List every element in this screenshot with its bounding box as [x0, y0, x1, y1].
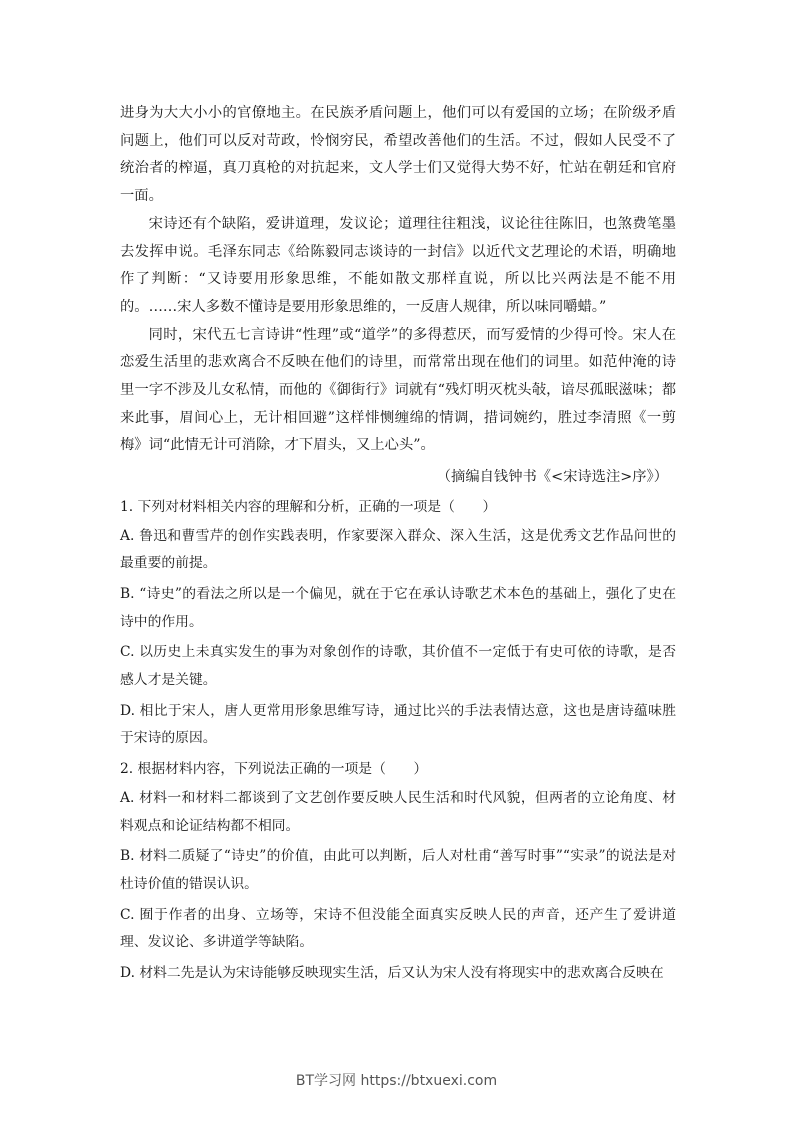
option-b: B. “诗史”的看法之所以是一个偏见，就在于它在承认诗歌艺术本色的基础上，强化了史在诗中的作用。 — [120, 585, 676, 630]
option-d: D. 相比于宋人，唐人更常用形象思维写诗，通过比兴的手法表情达意，这也是唐诗蕴味胜于宋诗的原因。 — [120, 702, 676, 747]
question-1 — [120, 494, 676, 753]
passage-paragraph-2: 宋诗还有个缺陷，爱讲道理，发议论；道理往往粗浅，议论往往陈旧，也煞费笔墨去发挥申说。毛泽东同志《给陈毅同志谈诗的一封信》以近代文艺理论的术语，明确地作了判断：“又诗要用形象思维，不能如散文那样直说，所以比兴两法是不能不用的。……宋人多数不懂诗是要用形象思维的，一反唐人规律，所以味同嚼蜡。” — [120, 215, 676, 315]
document-body — [120, 100, 676, 991]
question-stem: 2. 根据材料内容，下列说法正确的一项是（ ） — [120, 761, 428, 778]
question-2 — [120, 756, 676, 988]
option-b: B. 材料二质疑了“诗史”的价值，由此可以判断，后人对杜甫“善写时事”“实录”的说法是对杜诗价值的错误认识。 — [120, 848, 676, 892]
option-a: A. 鲁迅和曹雪芹的创作实践表明，作家要深入群众、深入生活，这是优秀文艺作品问世的最重要的前提。 — [120, 527, 676, 572]
option-a: A. 材料一和材料二都谈到了文艺创作要反映人民生活和时代风貌，但两者的立论角度、材料观点和论证结构都不相同。 — [120, 789, 676, 834]
site-footer: BT学习网 https://btxuexi.com — [295, 1073, 498, 1089]
option-c: C. 囿于作者的出身、立场等，宋诗不但没能全面真实反映人民的声音，还产生了爱讲道理、发议论、多讲道学等缺陷。 — [120, 906, 676, 951]
passage-paragraph-1: 进身为大大小小的官僚地主。在民族矛盾问题上，他们可以有爱国的立场；在阶级矛盾问题上，他们可以反对苛政，怜悯穷民，希望改善他们的生活。不过，假如人民受不了统治者的榨逼，真刀真枪的对抗起来，文人学士们又觉得大势不好，忙站在朝廷和官府一面。 — [120, 105, 676, 205]
passage-source: （摘编自钱钟书《<宋诗选注>序》） — [436, 469, 668, 486]
option-d: D. 材料二先是认为宋诗能够反映现实生活，后又认为宋人没有将现实中的悲欢离合反映在 — [120, 965, 664, 982]
question-stem: 1. 下列对材料相关内容的理解和分析，正确的一项是（ ） — [120, 498, 497, 515]
option-c: C. 以历史上未真实发生的事为对象创作的诗歌，其价值不一定低于有史可依的诗歌，是否感人才是关键。 — [120, 644, 676, 689]
passage-paragraph-3: 同时，宋代五七言诗讲“性理”或“道学”的多得惹厌，而写爱情的少得可怜。宋人在恋爱生活里的悲欢离合不反映在他们的诗里，而常常出现在他们的词里。如范仲淹的诗里一字不涉及儿女私情，而他的《御街行》词就有“残灯明灭枕头敧，谙尽孤眠滋味；都来此事，眉间心上，无计相回避”这样悱恻缠绵的情调，措词婉约，胜过李清照《一剪梅》词“此情无计可消除，才下眉头，又上心头”。 — [120, 326, 676, 454]
